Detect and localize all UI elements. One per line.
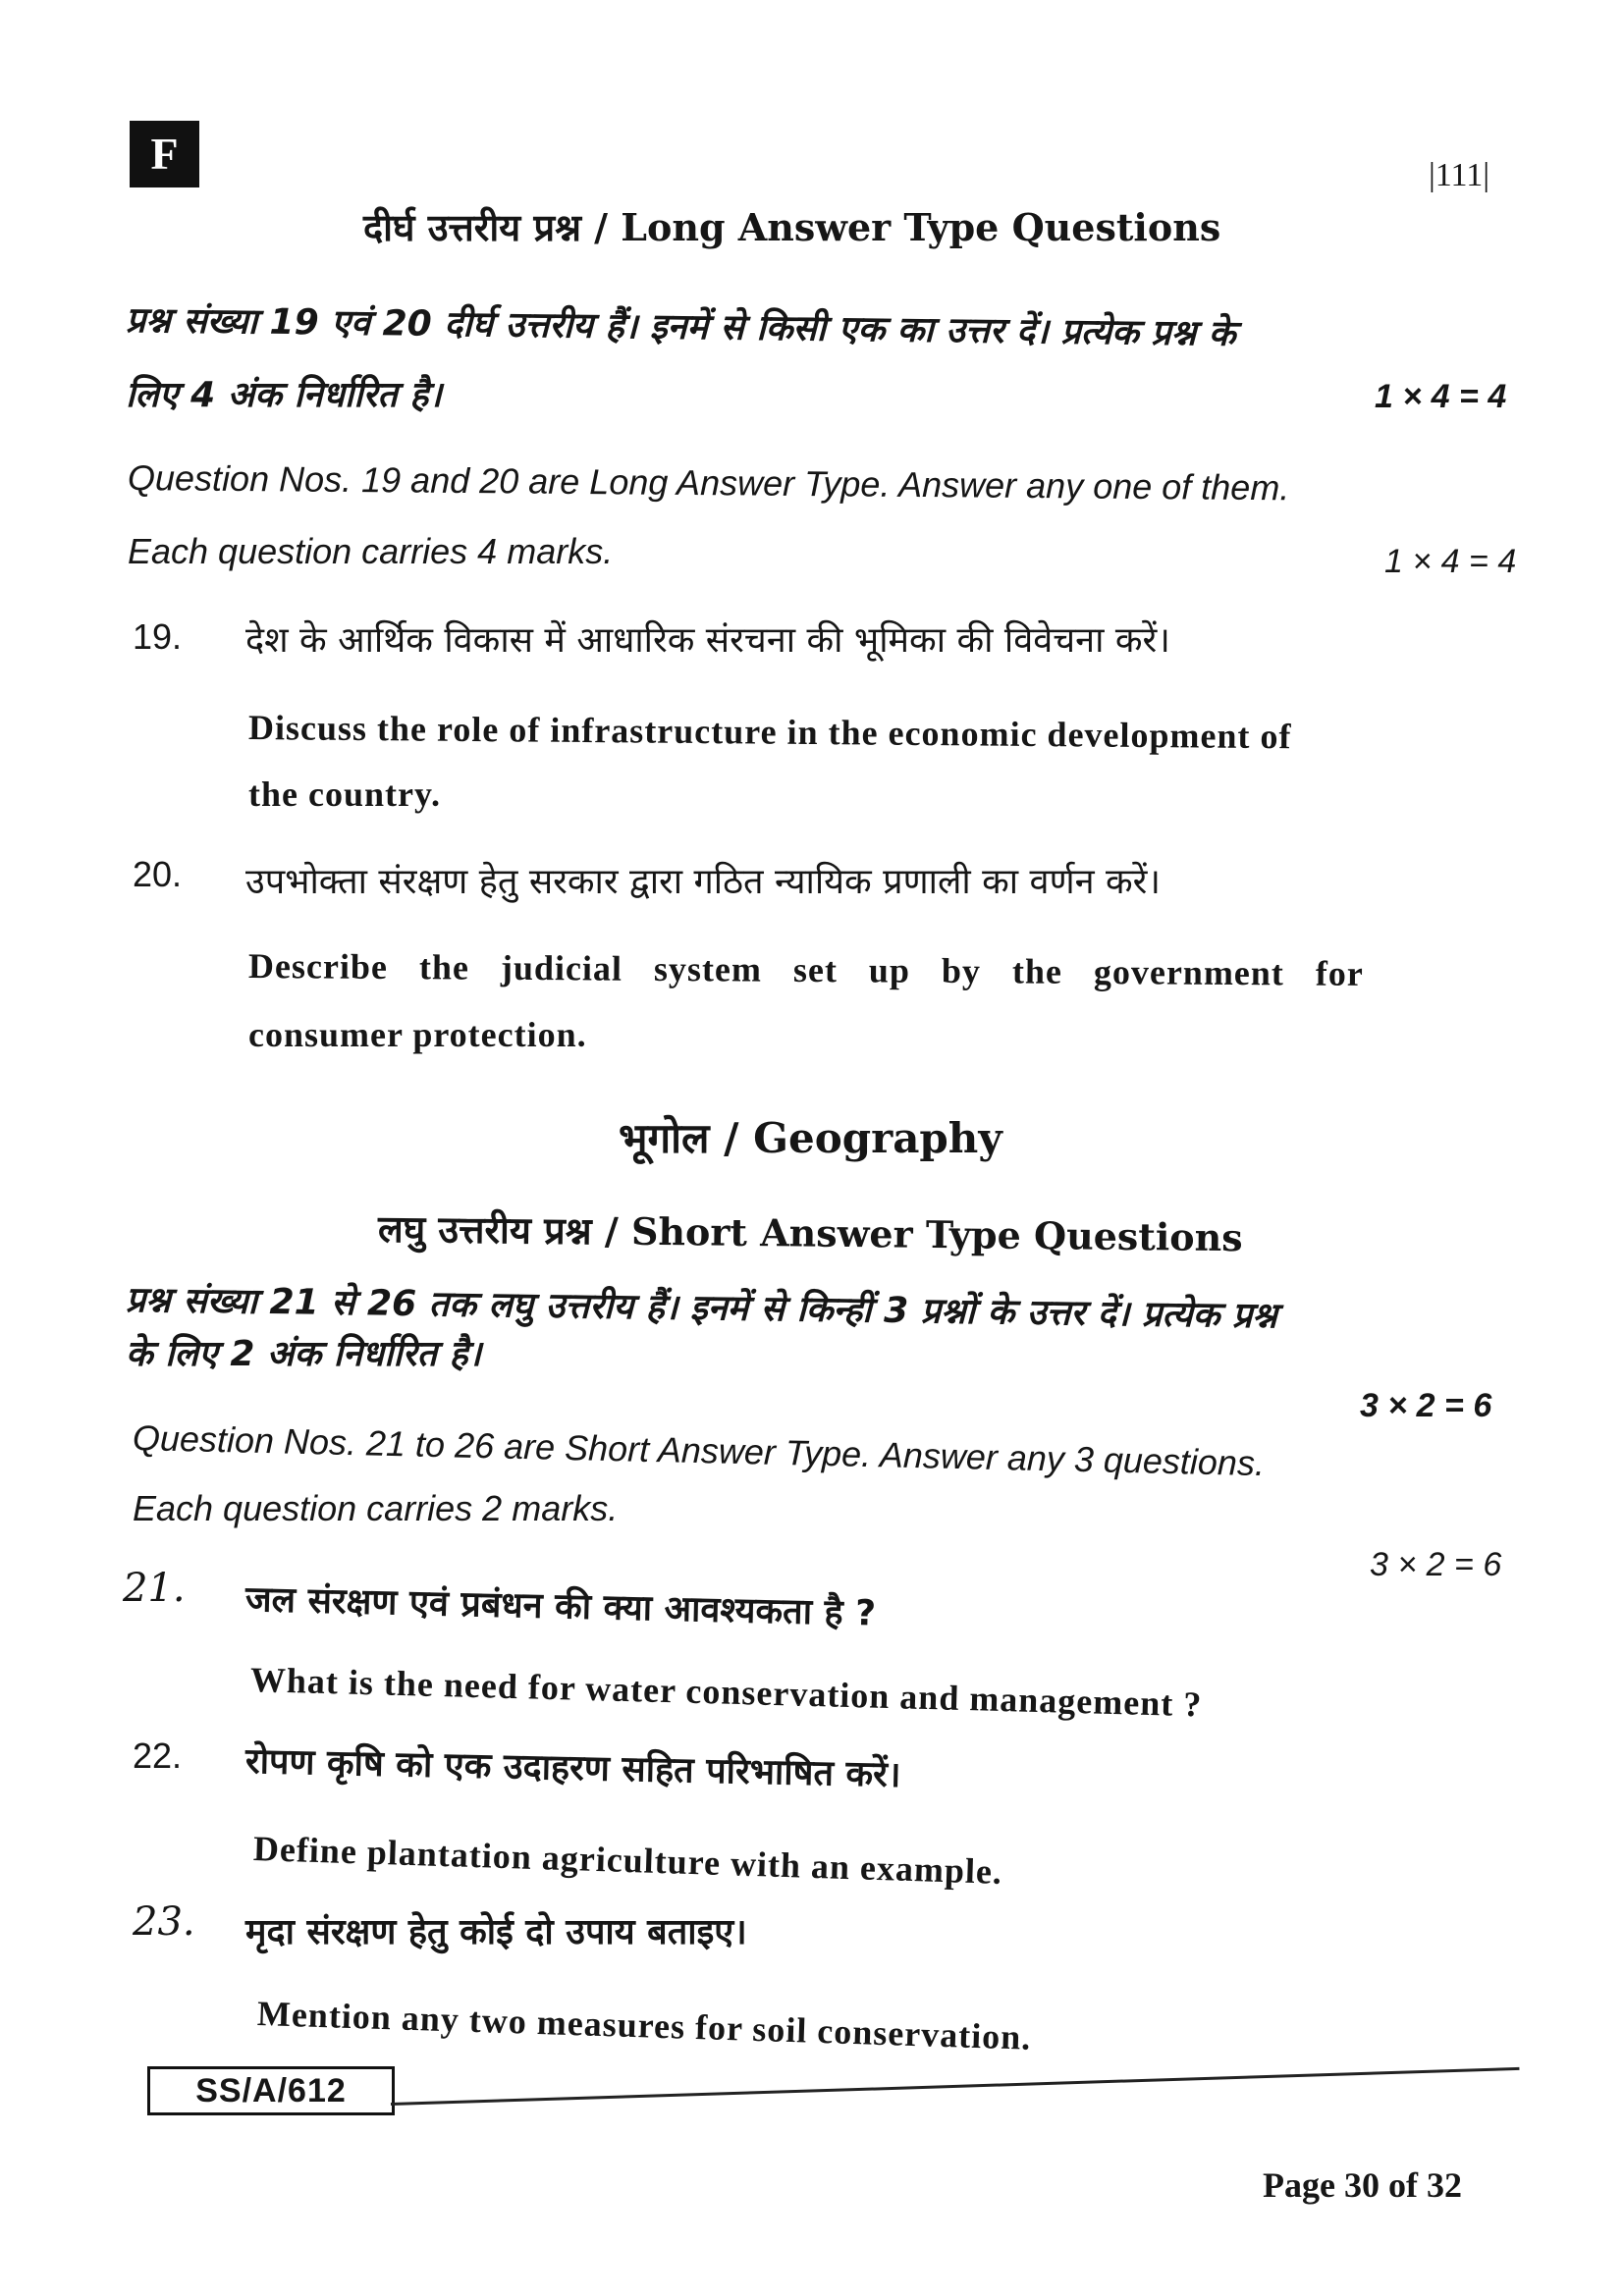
paper-code: SS/A/612: [147, 2066, 395, 2115]
question-hindi: मृदा संरक्षण हेतु कोई दो उपाय बताइए।: [245, 1912, 747, 1952]
instruction-hi-line2: लिए 4 अंक निर्धारित है।: [126, 375, 443, 415]
subject-title: भूगोल / Geography: [619, 1114, 1002, 1162]
instruction-hi-line2: के लिए 2 अंक निर्धारित है।: [126, 1334, 482, 1374]
question-number: 22.: [133, 1735, 183, 1776]
section-title-short: लघु उत्तरीय प्रश्न / Short Answer Type Questions: [377, 1206, 1243, 1260]
question-english: What is the need for water conservation and management ?: [249, 1660, 1203, 1725]
question-english: the country.: [248, 774, 441, 814]
question-hindi: देश के आर्थिक विकास में आधारिक संरचना की भूमिका की विवेचना करें।: [245, 620, 1170, 661]
instruction-en-line1: Question Nos. 21 to 26 are Short Answer Type. Answer any 3 questions.: [132, 1417, 1266, 1484]
question-number: 20.: [133, 854, 183, 894]
section-title-long: दीर्घ उत्तरीय प्रश्न / Long Answer Type Questions: [363, 205, 1221, 249]
question-number: 19.: [133, 616, 183, 657]
instruction-en-line1: Question Nos. 19 and 20 are Long Answer Type. Answer any one of them.: [127, 457, 1290, 508]
instruction-hi-line1: प्रश्न संख्या 19 एवं 20 दीर्घ उत्तरीय हैं। इनमें से किसी एक का उत्तर दें। प्रत्येक प्रश्न के: [125, 300, 1236, 354]
question-hindi: उपभोक्ता संरक्षण हेतु सरकार द्वारा गठित न्यायिक प्रणाली का वर्णन करें।: [245, 862, 1162, 902]
question-english: consumer protection.: [248, 1015, 587, 1054]
set-label: F: [130, 121, 199, 187]
marks-hi: 3 × 2 = 6: [1360, 1387, 1492, 1424]
page-mark: |111|: [1429, 157, 1490, 193]
question-english: Discuss the role of infrastructure in the economic development of: [247, 708, 1292, 757]
footer-divider: [391, 2067, 1520, 2106]
marks-en: 3 × 2 = 6: [1370, 1546, 1502, 1583]
question-english: Define plantation agriculture with an example.: [252, 1829, 1003, 1892]
page-number: Page 30 of 32: [1263, 2165, 1462, 2205]
instruction-en-line2: Each question carries 4 marks.: [128, 531, 614, 571]
question-hindi: रोपण कृषि को एक उदाहरण सहित परिभाषित करें।: [244, 1741, 901, 1795]
question-number: 23.: [133, 1899, 195, 1945]
question-number: 21.: [123, 1566, 186, 1611]
instruction-hi-line1: प्रश्न संख्या 21 से 26 तक लघु उत्तरीय हैं। इनमें से किन्हीं 3 प्रश्नों के उत्तर दें। प्रत्येक प्रश्न: [125, 1280, 1278, 1337]
instruction-en-line2: Each question carries 2 marks.: [133, 1488, 619, 1528]
marks-en: 1 × 4 = 4: [1384, 543, 1517, 580]
question-english: Mention any two measures for soil conservation.: [256, 1994, 1032, 2057]
marks-hi: 1 × 4 = 4: [1375, 378, 1507, 415]
question-hindi: जल संरक्षण एवं प्रबंधन की क्या आवश्यकता है ?: [244, 1579, 877, 1634]
question-english: Describe the judicial system set up by the government for: [247, 946, 1364, 993]
